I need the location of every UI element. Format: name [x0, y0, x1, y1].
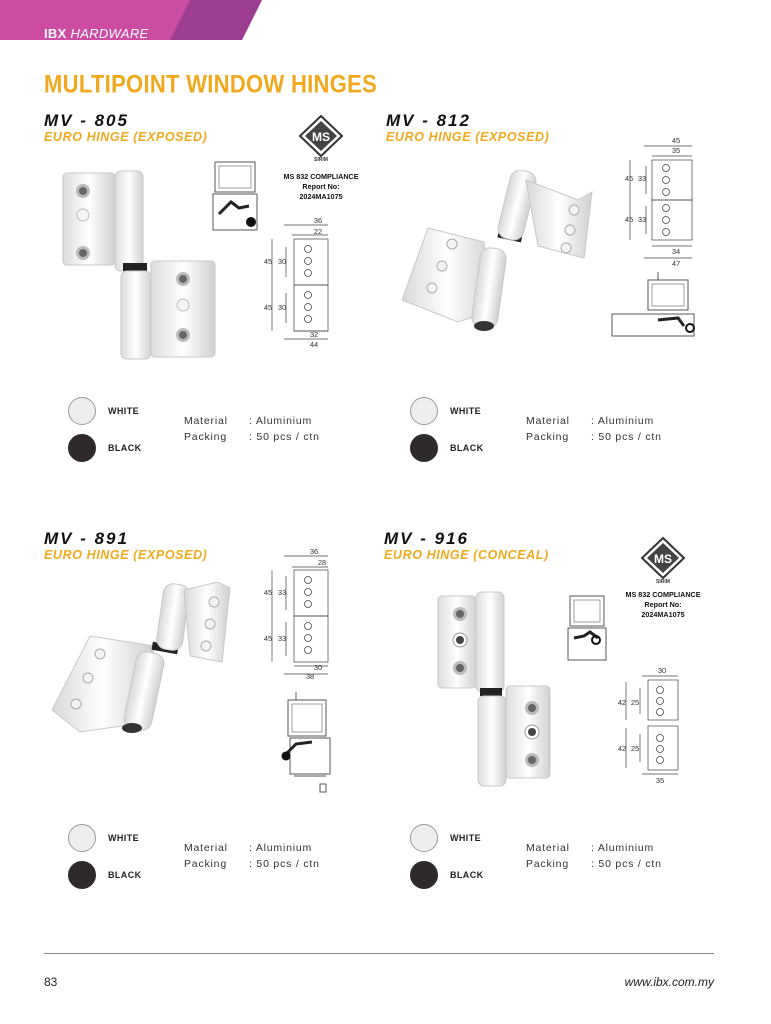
- product-model: MV - 805: [44, 111, 129, 130]
- profile-section-drawing: [205, 158, 265, 238]
- spec-packing-label: Packing: [184, 858, 227, 870]
- svg-text:MS: MS: [312, 130, 330, 144]
- svg-text:25: 25: [630, 698, 640, 707]
- svg-text:45: 45: [263, 257, 273, 266]
- spec-material-value: : Aluminium: [591, 415, 655, 427]
- product-model: MV - 891: [44, 529, 129, 548]
- product-type: EURO HINGE (EXPOSED): [44, 130, 208, 144]
- page-number: 83: [44, 975, 58, 989]
- product-model: MV - 916: [384, 529, 469, 548]
- product-model: MV - 812: [386, 111, 471, 130]
- color-swatch-white[interactable]: [68, 824, 96, 852]
- profile-section-drawing: [276, 690, 336, 796]
- svg-text:30: 30: [657, 666, 667, 675]
- color-label: BLACK: [108, 443, 142, 453]
- color-label: WHITE: [108, 833, 139, 843]
- spec-material-label: Material: [184, 842, 228, 854]
- svg-text:34: 34: [671, 247, 681, 256]
- svg-text:32: 32: [309, 330, 319, 339]
- product-type: EURO HINGE (EXPOSED): [44, 548, 208, 562]
- svg-text:28: 28: [317, 558, 327, 567]
- hinge-mv916-image: [432, 590, 562, 790]
- color-label: WHITE: [450, 833, 481, 843]
- dimension-drawing: [260, 546, 340, 681]
- svg-text:SIRIM: SIRIM: [656, 579, 670, 584]
- svg-text:44: 44: [309, 340, 319, 349]
- color-swatch-white[interactable]: [410, 824, 438, 852]
- profile-section-drawing: [560, 592, 610, 664]
- svg-text:33: 33: [637, 215, 647, 224]
- spec-material-label: Material: [526, 415, 570, 427]
- spec-packing-label: Packing: [526, 431, 569, 443]
- svg-text:42: 42: [617, 744, 627, 753]
- color-label: BLACK: [450, 443, 484, 453]
- certification-text: MS 832 COMPLIANCE Report No: 2024MA1075: [283, 172, 359, 201]
- ms-certification-logo: [640, 536, 686, 584]
- svg-text:22: 22: [313, 227, 323, 236]
- spec-packing-label: Packing: [184, 431, 227, 443]
- hinge-mv805-image: [55, 165, 225, 365]
- spec-material-value: : Aluminium: [249, 415, 313, 427]
- spec-material-label: Material: [526, 842, 570, 854]
- footer-divider: [44, 953, 714, 954]
- svg-text:35: 35: [655, 776, 665, 785]
- svg-text:45: 45: [263, 303, 273, 312]
- svg-text:33: 33: [277, 634, 287, 643]
- hinge-mv891-image: [50, 582, 250, 742]
- color-label: WHITE: [108, 406, 139, 416]
- product-type: EURO HINGE (EXPOSED): [386, 130, 550, 144]
- spec-material-value: : Aluminium: [591, 842, 655, 854]
- svg-text:30: 30: [277, 257, 287, 266]
- spec-packing-label: Packing: [526, 858, 569, 870]
- color-label: BLACK: [450, 870, 484, 880]
- svg-text:47: 47: [671, 259, 681, 268]
- certification-text: MS 832 COMPLIANCE Report No: 2024MA1075: [625, 590, 701, 619]
- dimension-drawing: [620, 134, 700, 270]
- svg-text:MS: MS: [654, 552, 672, 566]
- color-swatch-black[interactable]: [410, 434, 438, 462]
- profile-section-drawing: [608, 270, 698, 344]
- svg-text:33: 33: [277, 588, 287, 597]
- spec-material-value: : Aluminium: [249, 842, 313, 854]
- svg-text:30: 30: [313, 663, 323, 672]
- spec-packing-value: : 50 pcs / ctn: [249, 431, 320, 443]
- brand-name: IBX HARDWARE: [44, 26, 149, 41]
- svg-text:45: 45: [671, 136, 681, 145]
- svg-text:36: 36: [309, 547, 319, 556]
- svg-text:33: 33: [637, 174, 647, 183]
- color-label: BLACK: [108, 870, 142, 880]
- svg-text:SIRIM: SIRIM: [314, 157, 328, 162]
- svg-text:35: 35: [671, 146, 681, 155]
- svg-text:38: 38: [305, 672, 315, 681]
- dimension-drawing: [614, 664, 686, 788]
- ms-certification-logo: [298, 114, 344, 162]
- spec-packing-value: : 50 pcs / ctn: [591, 858, 662, 870]
- hinge-mv812-image: [398, 170, 618, 335]
- color-label: WHITE: [450, 406, 481, 416]
- svg-text:45: 45: [624, 174, 634, 183]
- color-swatch-white[interactable]: [68, 397, 96, 425]
- svg-text:42: 42: [617, 698, 627, 707]
- svg-text:25: 25: [630, 744, 640, 753]
- spec-packing-value: : 50 pcs / ctn: [249, 858, 320, 870]
- svg-text:45: 45: [624, 215, 634, 224]
- dimension-drawing: [260, 215, 340, 350]
- website-link[interactable]: www.ibx.com.my: [624, 975, 714, 989]
- svg-text:45: 45: [263, 588, 273, 597]
- color-swatch-black[interactable]: [68, 434, 96, 462]
- svg-text:45: 45: [263, 634, 273, 643]
- svg-text:30: 30: [277, 303, 287, 312]
- color-swatch-black[interactable]: [410, 861, 438, 889]
- spec-packing-value: : 50 pcs / ctn: [591, 431, 662, 443]
- color-swatch-white[interactable]: [410, 397, 438, 425]
- svg-text:36: 36: [313, 216, 323, 225]
- page-title: MULTIPOINT WINDOW HINGES: [44, 70, 378, 98]
- color-swatch-black[interactable]: [68, 861, 96, 889]
- spec-material-label: Material: [184, 415, 228, 427]
- product-type: EURO HINGE (CONCEAL): [384, 548, 549, 562]
